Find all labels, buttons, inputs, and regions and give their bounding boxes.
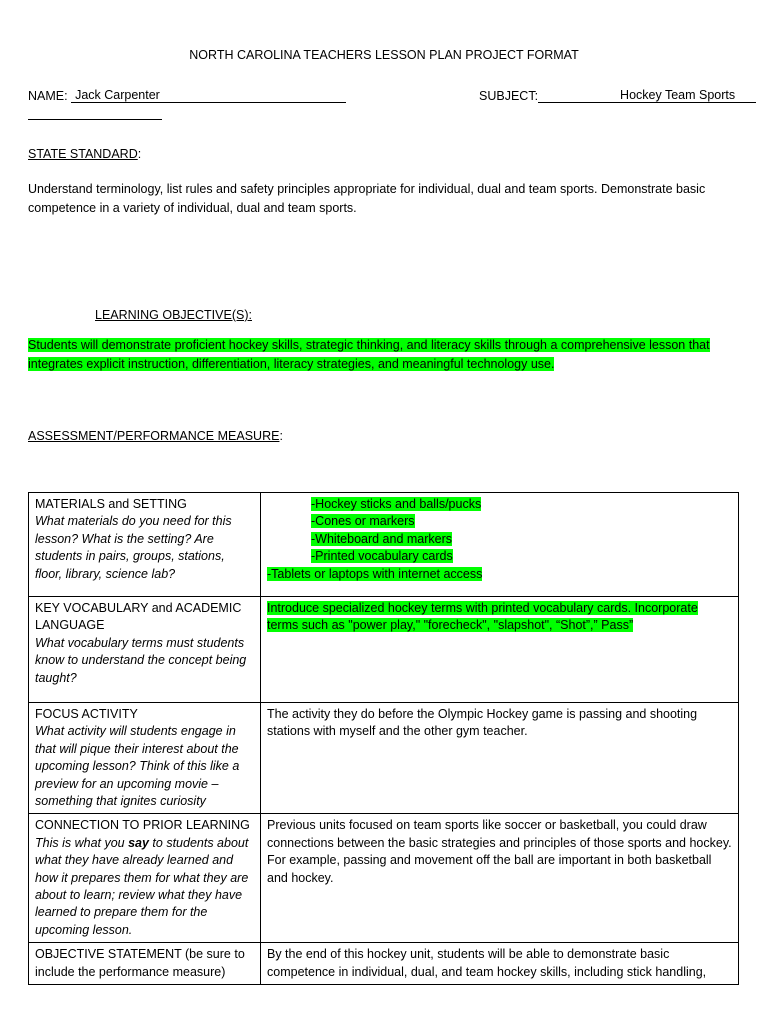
subject-label: SUBJECT: [479,89,539,103]
assessment-heading: ASSESSMENT/PERFORMANCE MEASURE [28,429,280,443]
learning-objective-heading: LEARNING OBJECTIVE(S): [95,308,252,322]
materials-item: -Tablets or laptops with internet access [267,566,483,581]
name-label: NAME: [28,89,68,103]
learning-objective-line-2: integrates explicit instruction, differentiation, literacy strategies, and meaningful technology use. [28,357,555,371]
assessment-colon: : [279,429,283,443]
materials-item: -Cones or markers [311,514,415,529]
vocabulary-prompt: What vocabulary terms must students know to understand the concept being taught? [35,635,247,685]
subject-continuation-line [28,106,162,120]
focus-label: FOCUS ACTIVITY [35,707,138,721]
table-row [29,703,739,814]
materials-label: MATERIALS and SETTING [35,497,187,511]
vocabulary-line-1: Introduce specialized hockey terms with printed vocabulary cards. Incorporate [267,601,698,615]
state-standard-heading: STATE STANDARD [28,147,138,161]
assessment-heading-row [28,429,283,443]
vocabulary-content-cell [261,597,739,703]
materials-item: -Whiteboard and markers [311,531,453,546]
subject-row [479,89,756,103]
state-standard-colon: : [137,147,142,161]
learning-objective-text [28,336,740,374]
table-row [29,493,739,597]
name-field[interactable] [71,89,346,103]
focus-prompt: What activity will students engage in that will pique their interest about the upcoming lesson? Think of this like a preview for an upcoming movie – something that ignites curiosity [35,724,240,809]
objective-content-cell: By the end of this hockey unit, students will be able to demonstrate basic competence in individual, dual, and team hockey skills, including stick handling, [261,943,739,985]
objective-label-cell: OBJECTIVE STATEMENT (be sure to include the performance measure) [29,943,261,985]
prior-learning-label-cell [29,814,261,943]
materials-item: -Printed vocabulary cards [311,549,453,564]
state-standard-text: Understand terminology, list rules and safety principles appropriate for individual, dual and team sports. Demonstrate basic competence in a variety of individual, dual and team sports. [28,182,706,215]
vocabulary-label: KEY VOCABULARY and ACADEMIC LANGUAGE [35,601,242,633]
page-title: NORTH CAROLINA TEACHERS LESSON PLAN PROJECT FORMAT [189,48,579,62]
materials-item: -Hockey sticks and balls/pucks [311,497,482,511]
table-row [29,943,739,985]
vocabulary-label-cell [29,597,261,703]
materials-label-cell [29,493,261,597]
materials-prompt: What materials do you need for this lesson? What is the setting? Are students in pairs, groups, stations, floor, library, science lab? [35,514,232,581]
lesson-plan-table [28,492,739,985]
subject-field[interactable] [538,89,756,103]
prior-learning-label: CONNECTION TO PRIOR LEARNING [35,818,250,833]
learning-objective-line-1: Students will demonstrate proficient hockey skills, strategic thinking, and literacy skills through a comprehensive lesson that [28,338,710,352]
prior-learning-content-cell: Previous units focused on team sports like soccer or basketball, you could draw connections between the basic strategies and principles of those sports and hockey. For example, passing and movement off the ball are important in both basketball and hockey. [261,814,739,943]
subject-value: Hockey Team Sports [620,88,736,102]
name-value: Jack Carpenter [75,88,160,102]
materials-content-cell [261,493,739,597]
table-row [29,814,739,943]
focus-content-cell: The activity they do before the Olympic Hockey game is passing and shooting stations with myself and the other gym teacher. [261,703,739,814]
prior-learning-prompt: This is what you say to students about what they have already learned and how it prepares them for what they are about to learn; review what they have learned to prepare them for the upcoming lesson. [35,835,249,937]
name-row [28,89,346,103]
table-row [29,597,739,703]
vocabulary-line-2: terms such as "power play," "forecheck", "slapshot", “Shot”,” Pass” [267,618,634,633]
state-standard-heading-row [28,147,141,161]
focus-label-cell [29,703,261,814]
